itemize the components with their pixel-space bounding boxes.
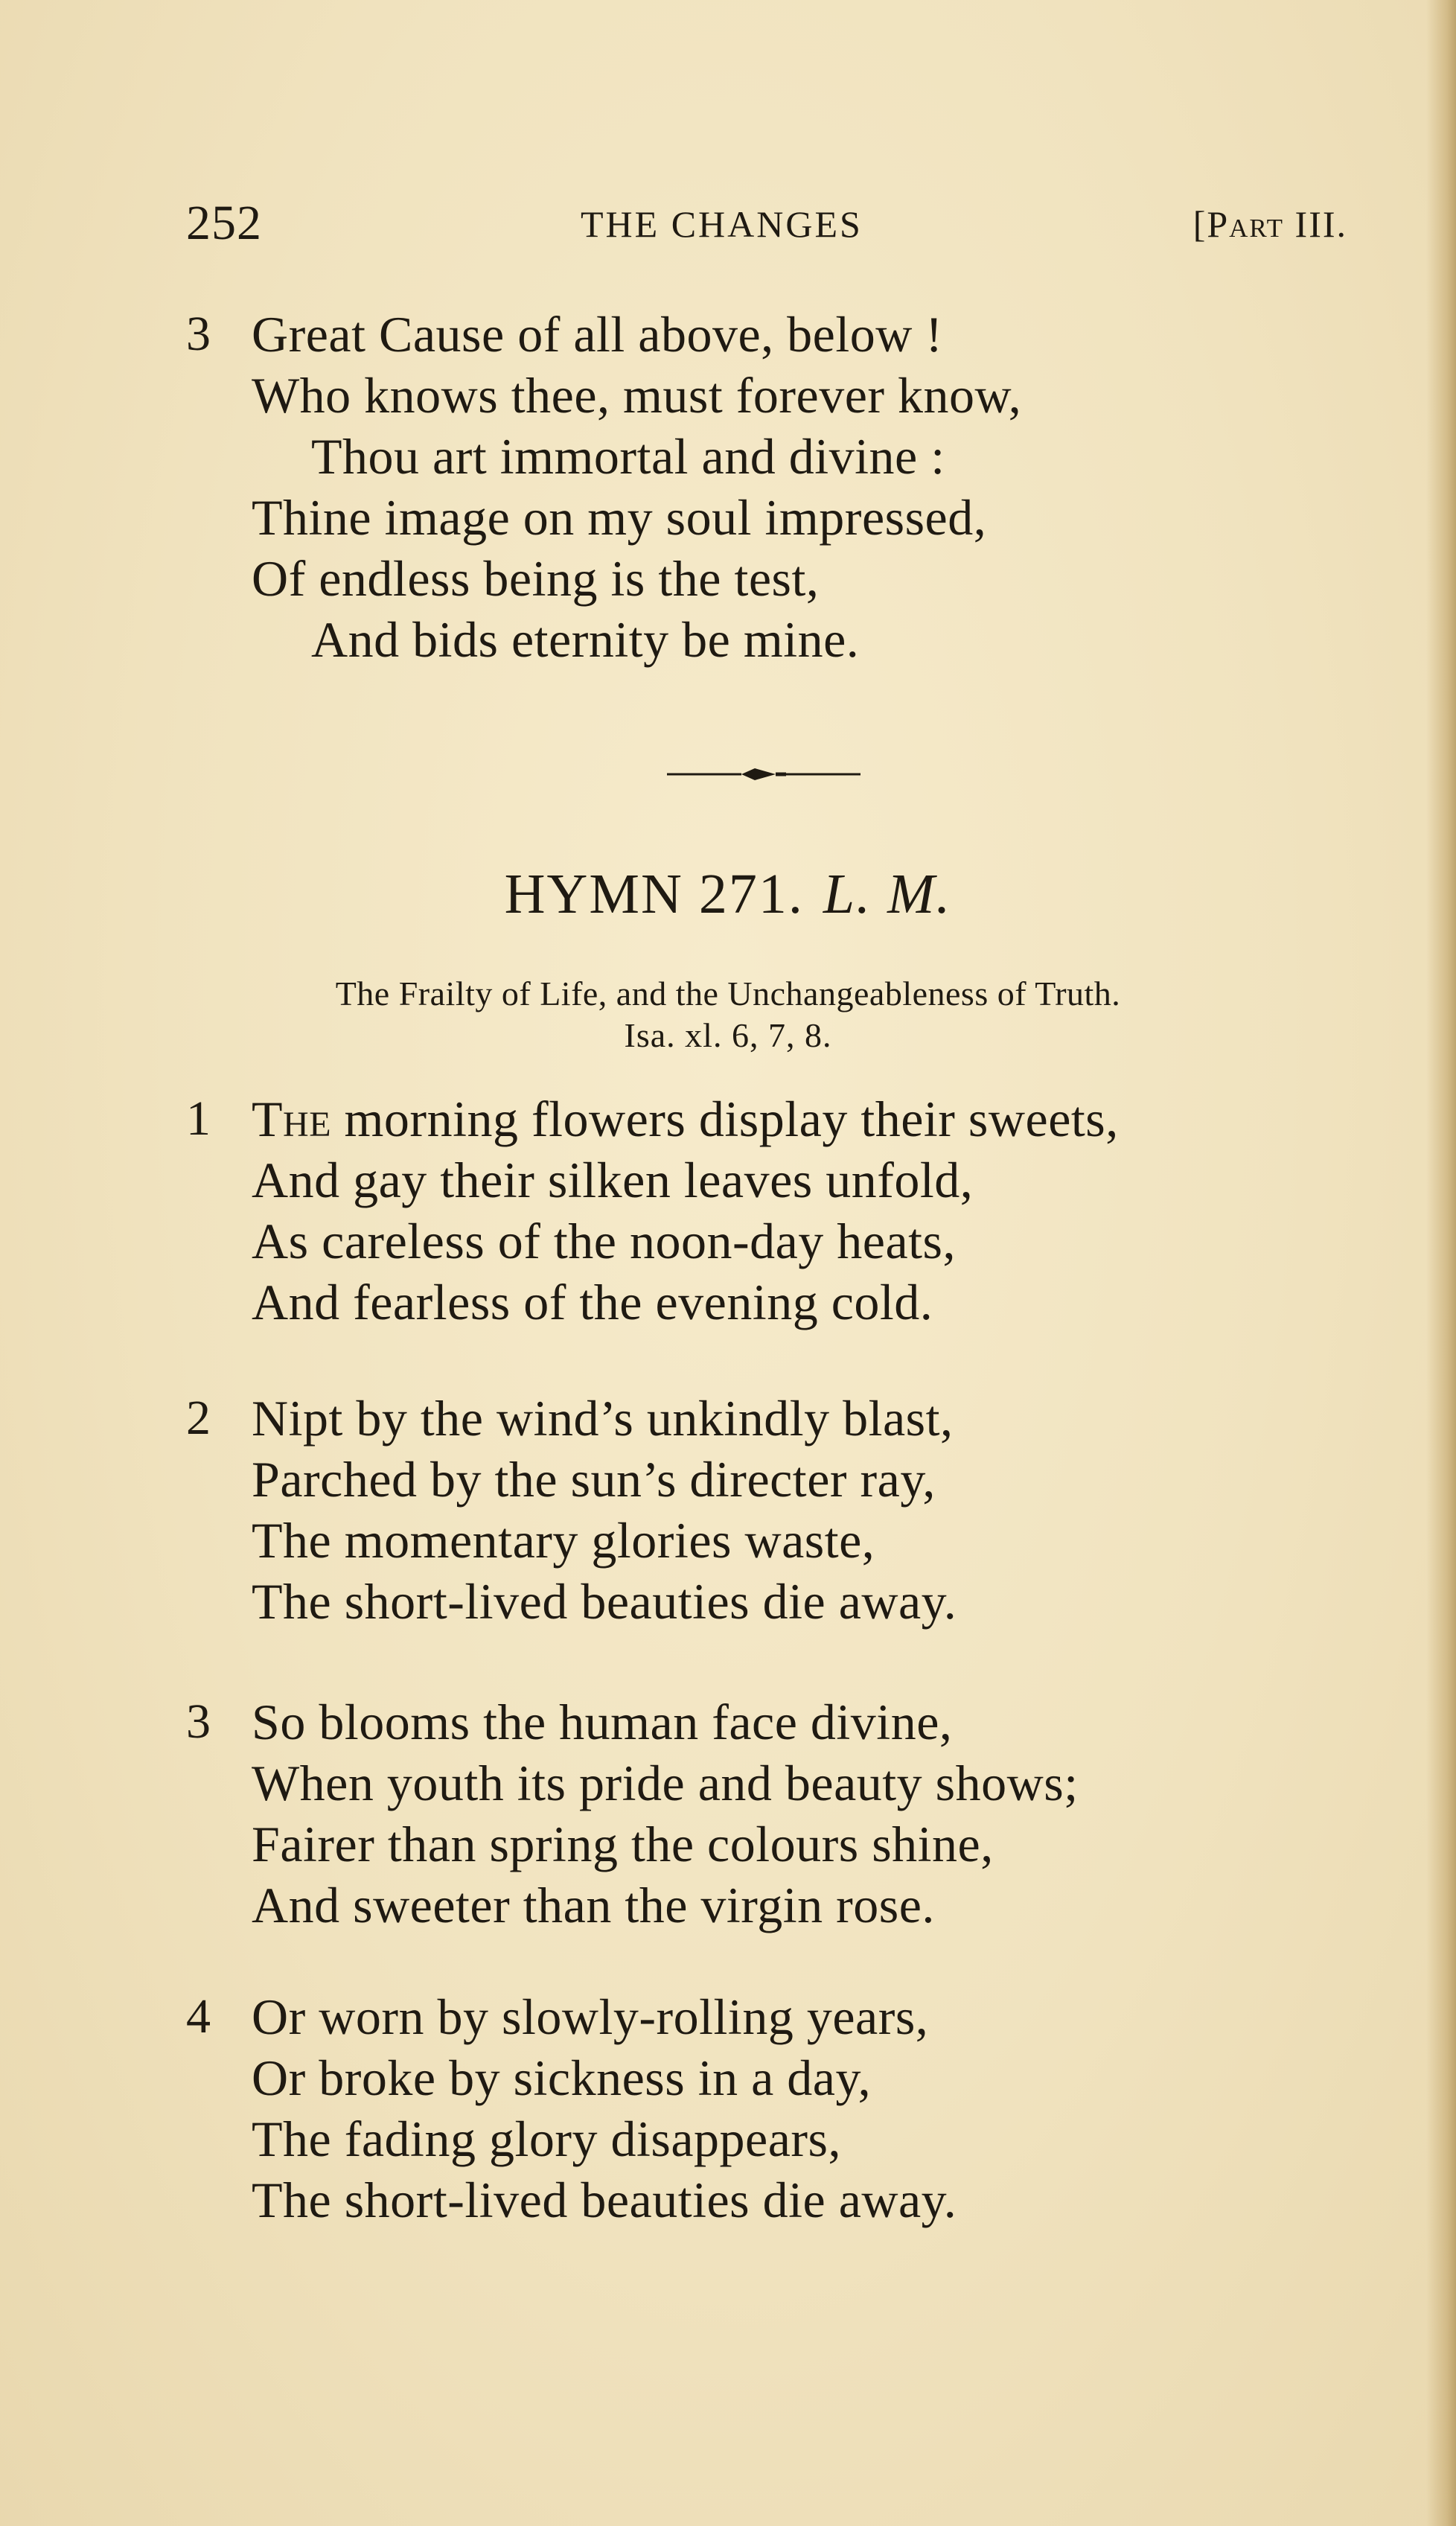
verse-line: The momentary glories waste, xyxy=(252,1512,875,1569)
stanza xyxy=(186,1088,1347,1334)
verse-line: And gay their silken leaves unfold, xyxy=(252,1152,974,1208)
verse-line: Or worn by slowly-rolling years, xyxy=(252,1988,929,2045)
stanza-number: 3 xyxy=(186,1694,211,1749)
verse-line xyxy=(252,1088,1119,1149)
verse-line: And bids eternity be mine. xyxy=(311,611,860,668)
verse-line: Parched by the sun’s directer ray, xyxy=(252,1451,936,1508)
verse-line: Of endless being is the test, xyxy=(252,550,820,607)
verse-line: As careless of the noon-day heats, xyxy=(252,1213,957,1269)
stanza xyxy=(186,1388,1347,1633)
scripture-reference: Isa. xl. 6, 7, 8. xyxy=(624,1016,832,1054)
running-title: THE CHANGES xyxy=(581,203,863,245)
first-word: The xyxy=(252,1091,332,1147)
verse-line: And fearless of the evening cold. xyxy=(252,1274,933,1330)
hymn-title xyxy=(0,862,1456,927)
stanza xyxy=(186,1986,1347,2232)
running-part: [Part III. xyxy=(1192,203,1347,245)
first-line-rest: morning flowers display their sweets, xyxy=(331,1091,1119,1147)
running-head xyxy=(186,195,1347,255)
verse-line: Nipt by the wind’s unkindly blast, xyxy=(252,1390,954,1447)
verse-line: The fading glory disappears, xyxy=(252,2111,841,2167)
verse-line: Great Cause of all above, below ! xyxy=(252,306,943,363)
hymn-subtitle: The Frailty of Life, and the Unchangeableness of Truth. xyxy=(335,975,1121,1012)
stanza-number: 4 xyxy=(186,1989,211,2044)
ornamental-rule xyxy=(667,765,860,783)
verse-line: Fairer than spring the colours shine, xyxy=(252,1816,994,1872)
verse-line: So blooms the human face divine, xyxy=(252,1694,953,1750)
previous-stanza xyxy=(186,304,1347,676)
verse-line: And sweeter than the virgin rose. xyxy=(252,1877,935,1933)
hymn-meter: L. M. xyxy=(823,863,952,925)
stanza xyxy=(186,1691,1347,1937)
verse-line: Thine image on my soul impressed, xyxy=(252,489,987,546)
verse-line: Thou art immortal and divine : xyxy=(311,428,945,485)
verse-line: Who knows thee, must forever know, xyxy=(252,367,1022,424)
hymn-number: HYMN 271. xyxy=(504,863,804,925)
page-number: 252 xyxy=(186,196,262,250)
stanza-number: 3 xyxy=(186,307,211,361)
verse-line: The short-lived beauties die away. xyxy=(252,2172,957,2228)
page-edge-shadow xyxy=(1426,0,1456,2526)
stanza-number: 2 xyxy=(186,1391,211,1445)
stanza-number: 1 xyxy=(186,1091,211,1146)
verse-line: Or broke by sickness in a day, xyxy=(252,2050,872,2106)
verse-line: The short-lived beauties die away. xyxy=(252,1573,957,1630)
verse-line: When youth its pride and beauty shows; xyxy=(252,1755,1079,1811)
